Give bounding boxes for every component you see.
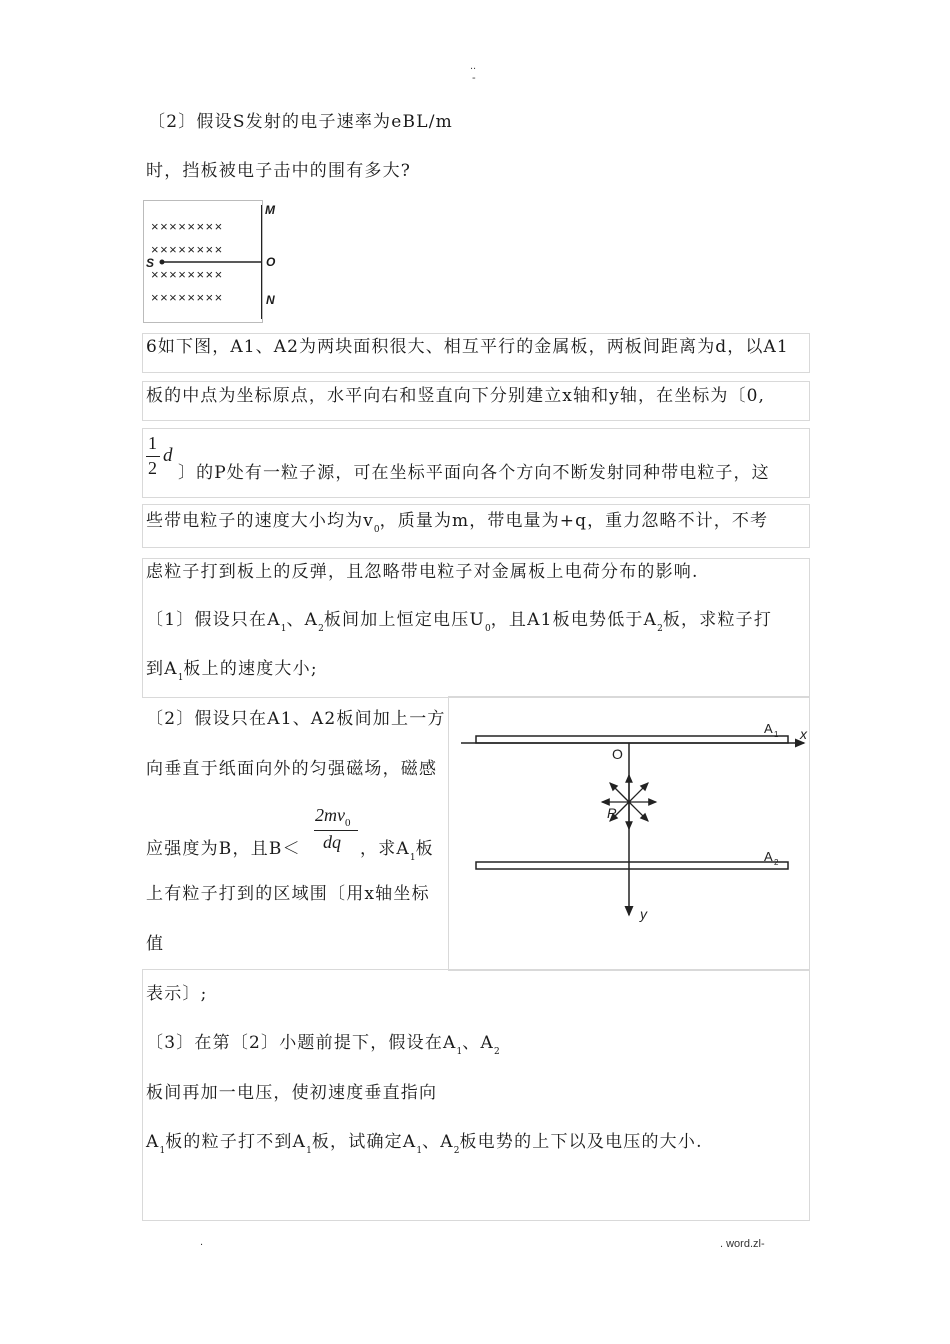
p3-s4: 1 (306, 1146, 312, 1156)
p2-l5: 值 (146, 934, 165, 954)
p1-e: 板，求粒子打 (662, 610, 773, 630)
p3-line1 (146, 1032, 500, 1063)
q6-line2: 板的中点为坐标原点，水平向右和竖直向下分别建立x轴和y轴，在坐标为〔0, (146, 386, 766, 406)
q6-figure (448, 696, 810, 971)
p2-num (315, 805, 351, 829)
q6-line3: 〕的P处有一粒子源，可在坐标平面向各个方向不断发射同种带电粒子，这 (178, 463, 770, 483)
p2-frac-bar (314, 830, 358, 831)
header-dots: .. (470, 60, 477, 72)
p2-l3c: 板 (415, 839, 434, 859)
p1-s3: 0 (485, 624, 491, 634)
q6-line4 (146, 510, 768, 541)
field-row-1: ×××××××× (151, 219, 224, 234)
p2-l3b: ，求A (360, 839, 410, 859)
p1-d: ，且A1板电势低于A (490, 610, 658, 630)
point-p (627, 800, 631, 804)
p3-f: 、A (422, 1132, 454, 1152)
q6-p1-line2 (146, 658, 318, 689)
q6-line4b: ，质量为m，带电量为+q，重力忽略不计，不考 (379, 511, 769, 531)
p1-s2: 2 (318, 624, 324, 634)
plate-a2 (476, 862, 788, 869)
field-row-4: ×××××××× (151, 290, 224, 305)
p3-g: 板电势的上下以及电压的大小. (459, 1132, 703, 1152)
q5-figure (143, 200, 263, 323)
frac-var: d (163, 445, 173, 466)
label-a2-sub: 2 (774, 858, 779, 867)
p2-num-text: 2mv (315, 805, 345, 825)
p2-l3a: 应强度为B，且B＜ (146, 839, 301, 859)
field-row-2: ×××××××× (151, 242, 224, 257)
frac-den: 2 (148, 458, 157, 478)
p1-g: 板上的速度大小; (183, 659, 318, 679)
p2-l3s: 1 (409, 853, 416, 863)
header-dash: - (472, 72, 476, 84)
footer-right: . word.zl- (720, 1238, 765, 1250)
p3-e: 板，试确定A (311, 1132, 417, 1152)
p3-s5: 1 (416, 1146, 423, 1156)
p2-den: dq (323, 832, 341, 852)
label-x: x (800, 726, 807, 742)
q5-line1: 〔2〕假设S发射的电子速率为eBL/m (148, 112, 453, 132)
q6-line4a: 些带电粒子的速度大小均为v (146, 511, 374, 531)
p3-b: 、A (462, 1033, 494, 1053)
p3-a: 〔3〕在第〔2〕小题前提下，假设在A (146, 1033, 457, 1053)
label-y: y (640, 906, 647, 922)
plate-a1 (476, 736, 788, 743)
p2-l3-right (360, 838, 434, 869)
p3-s2: 2 (493, 1047, 500, 1057)
p1-a: 〔1〕假设只在A (146, 610, 281, 630)
p3-d: 板的粒子打不到A (165, 1132, 307, 1152)
source-dot (160, 260, 165, 265)
p1-s1: 1 (280, 624, 287, 634)
p2-l3 (146, 838, 301, 860)
p2-l1: 〔2〕假设只在A1、A2板间加上一方 (146, 709, 446, 729)
p1-f: 到A (146, 659, 178, 679)
p2-l6: 表示〕; (146, 984, 208, 1004)
frac-num: 1 (148, 433, 157, 453)
p2-num-sub: 0 (345, 817, 351, 829)
q6-line5: 虑粒子打到板上的反弹，且忽略带电粒子对金属板上电荷分布的影响. (146, 562, 699, 582)
label-s: S (146, 256, 155, 270)
q5-line2: 时，挡板被电子击中的围有多大? (146, 161, 412, 181)
label-m: M (265, 203, 275, 217)
p1-b: 、A (286, 610, 319, 630)
q6-line4-sub: 0 (373, 525, 380, 535)
label-p: P (607, 805, 617, 821)
label-origin: O (612, 746, 623, 762)
p3-line3 (146, 1131, 703, 1162)
field-row-3: ×××××××× (151, 267, 224, 282)
label-n: N (266, 293, 275, 307)
q5-figure-svg (144, 201, 262, 322)
p3-s1: 1 (456, 1047, 463, 1057)
footer-left: . (200, 1236, 204, 1248)
p2-l4: 上有粒子打到的区域围〔用x轴坐标 (146, 884, 430, 904)
label-a1-sub: 1 (774, 730, 779, 739)
q6-figure-svg (449, 697, 809, 970)
p1-c: 板间加上恒定电压U (323, 610, 485, 630)
p1-s5: 1 (177, 673, 184, 683)
q6-line1: 6如下图，A1、A2为两块面积很大、相互平行的金属板，两板间距离为d，以A1 (146, 337, 789, 357)
frac-bar (146, 456, 160, 457)
p3-s3: 1 (159, 1146, 166, 1156)
label-a2: A (764, 849, 773, 864)
p1-s4: 2 (657, 624, 663, 634)
q6-p1-line1 (146, 609, 772, 640)
p3-line2: 板间再加一电压，使初速度垂直指向 (146, 1083, 438, 1103)
p2-l2: 向垂直于纸面向外的匀强磁场，磁感 (146, 759, 438, 779)
p3-s6: 2 (453, 1146, 460, 1156)
label-a1: A (764, 721, 773, 736)
p3-c: A (146, 1132, 160, 1152)
label-o: O (266, 255, 276, 269)
